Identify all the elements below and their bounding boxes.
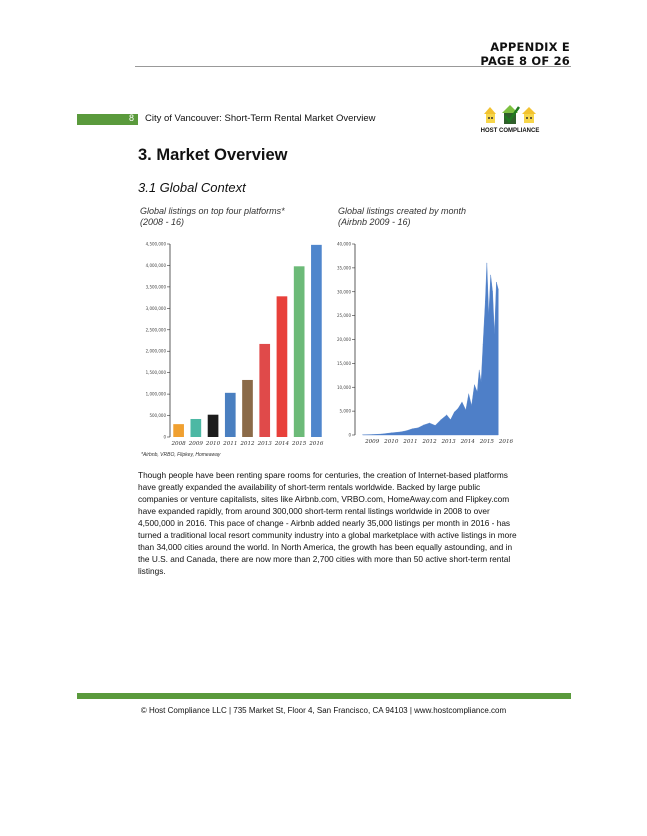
x-tick-label: 2016 [498, 439, 514, 445]
data-point [485, 301, 486, 302]
x-tick-label: 2012 [422, 439, 437, 445]
chart2-title-line: Global listings created by month [338, 206, 467, 216]
y-tick-label: 30,000 [337, 289, 351, 295]
x-tick-label: 2011 [403, 439, 418, 445]
bar-2008 [173, 424, 184, 437]
data-point [481, 382, 482, 383]
x-tick-label: 2013 [257, 441, 272, 447]
data-point [423, 425, 424, 426]
x-tick-label: 2010 [384, 439, 399, 445]
logo-houses-icon [478, 104, 542, 128]
data-point [372, 434, 373, 435]
data-point [477, 392, 478, 393]
x-tick-label: 2014 [460, 439, 475, 445]
x-tick-label: 2011 [223, 441, 238, 447]
x-tick-label: 2013 [441, 439, 456, 445]
data-point [362, 434, 363, 435]
y-tick-label: 4,500,000 [145, 241, 166, 247]
y-tick-label: 40,000 [337, 241, 351, 247]
bar-chart [145, 241, 325, 450]
data-point [490, 275, 491, 276]
y-tick-label: 1,500,000 [145, 370, 166, 376]
data-point [479, 370, 480, 371]
data-point [446, 415, 447, 416]
section-header-bar [77, 114, 138, 125]
data-point [498, 289, 499, 290]
host-compliance-logo [478, 104, 542, 138]
section-heading: 3. Market Overview [138, 146, 288, 164]
top-divider [135, 66, 571, 67]
y-tick-label: 1,000,000 [145, 391, 166, 397]
data-point [381, 434, 382, 435]
y-tick-label: 20,000 [337, 337, 351, 342]
y-tick-label: 3,000,000 [145, 305, 166, 311]
data-point [488, 315, 489, 316]
x-tick-label: 2008 [171, 441, 186, 447]
y-tick-label: 4,000,000 [145, 262, 166, 268]
data-point [391, 433, 392, 434]
bar-2015 [294, 266, 305, 437]
y-tick-label: 35,000 [337, 265, 351, 271]
data-point [471, 406, 472, 407]
x-tick-label: 2016 [309, 441, 324, 447]
header-title: City of Vancouver: Short-Term Rental Market Overview [145, 113, 376, 124]
data-point [412, 428, 413, 429]
data-point [406, 430, 407, 431]
data-point [496, 282, 497, 283]
bar-2016 [311, 245, 322, 437]
chart1-subtitle: (2008 - 16) [140, 217, 185, 227]
chart-footnote: *Airbnb, VRBO, Flipkey, Homeaway [141, 452, 221, 458]
chart1-title-line: Global listings on top four platforms* [140, 206, 285, 216]
y-tick-label: 2,500,000 [145, 327, 166, 333]
y-tick-label: 5,000 [339, 408, 351, 414]
x-tick-label: 2012 [240, 441, 255, 447]
x-tick-label: 2009 [365, 439, 380, 445]
x-tick-label: 2009 [188, 441, 203, 447]
bar-2009 [190, 419, 201, 437]
y-tick-label: 3,500,000 [145, 284, 166, 290]
y-tick-label: 500,000 [149, 413, 166, 419]
data-point [474, 385, 475, 386]
appendix-label [480, 40, 570, 68]
area-series [363, 263, 499, 435]
data-point [468, 394, 469, 395]
appendix-title: APPENDIX E [490, 40, 570, 54]
chart2-title [338, 206, 466, 228]
y-tick-label: 15,000 [337, 360, 351, 366]
data-point [483, 344, 484, 345]
subsection-heading: 3.1 Global Context [138, 180, 246, 195]
logo-text: HOST COMPLIANCE [480, 128, 540, 134]
bar-2010 [208, 415, 219, 437]
x-tick-label: 2014 [274, 441, 290, 447]
y-tick-label: 2,000,000 [145, 348, 166, 354]
y-tick-label: 0 [348, 432, 351, 438]
bar-2011 [225, 393, 236, 437]
y-tick-label: 10,000 [337, 384, 351, 390]
data-point [487, 263, 488, 264]
data-point [458, 408, 459, 409]
x-tick-label: 2015 [479, 439, 494, 445]
data-point [401, 432, 402, 433]
data-point [492, 291, 493, 292]
bar-2012 [242, 380, 253, 437]
page-indicator: PAGE 8 OF 26 [480, 54, 570, 68]
data-point [418, 428, 419, 429]
data-point [435, 425, 436, 426]
x-tick-label: 2015 [292, 441, 307, 447]
chart1-title [140, 206, 285, 228]
bar-2013 [259, 344, 270, 437]
body-paragraph: Though people have been renting spare rooms for centuries, the creation of Internet-based platforms have greatly expanded the availability of short-term rentals worldwide. Backed by large public companies or venture capitalists, sites like Airbnb.com, VRBO.com, HomeAway.com and Flipkey.com have expanded rapidly, from around 300,000 short-term rental listings worldwide in 2008 to over 4,500,000 in 2016. This pace of change - Airbnb added nearly 35,000 listings per month in 2016 - has turned a traditional local resort community industry into a global marketplace with active listings in more than 34,000 cities around the world. In North America, the growth has been equally astounding, and in the U.S. and Canada, there are now more than 2,700 cities with more than 50 active short-term rental listings. [138, 470, 517, 576]
y-tick-label: 25,000 [337, 313, 351, 319]
data-point [462, 402, 463, 403]
x-tick-label: 2010 [205, 441, 221, 447]
data-point [466, 410, 467, 411]
data-point [454, 412, 455, 413]
data-point [494, 334, 495, 335]
data-point [450, 419, 451, 420]
footer-bar [77, 693, 571, 699]
data-point [429, 423, 430, 424]
data-point [441, 419, 442, 420]
chart2-subtitle: (Airbnb 2009 - 16) [338, 217, 411, 227]
header-page-number: 8 [128, 113, 134, 123]
bar-2014 [277, 296, 288, 437]
area-chart [337, 241, 514, 450]
y-tick-label: 0 [163, 434, 166, 440]
footer-text: © Host Compliance LLC | 735 Market St, Floor 4, San Francisco, CA 94103 | www.hostcompliance.com [140, 706, 507, 715]
